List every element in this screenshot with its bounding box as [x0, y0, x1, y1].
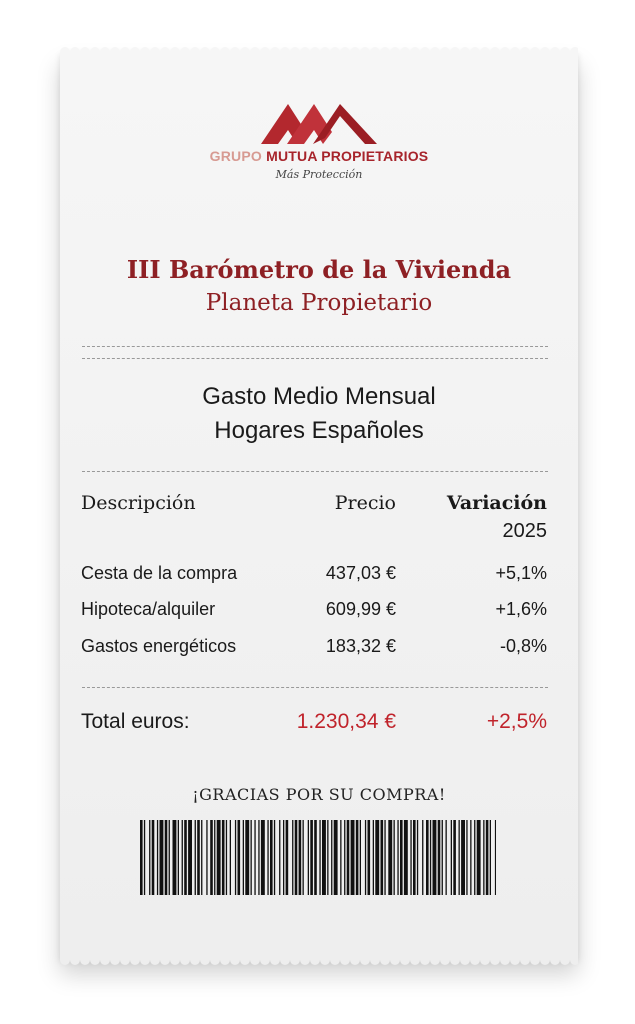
column-header-variation-year: 2025	[502, 520, 547, 542]
barcode-bar	[201, 820, 202, 895]
barcode-bar	[243, 820, 244, 895]
barcode-bar	[381, 820, 384, 895]
barcode-bar	[251, 820, 252, 895]
barcode-bar	[477, 820, 481, 895]
receipt-top-edge	[60, 47, 578, 57]
barcode-bar	[426, 820, 429, 895]
brand-name	[60, 148, 578, 164]
barcode-bar	[368, 820, 371, 895]
barcode-bar	[279, 820, 280, 895]
barcode-bar	[169, 820, 170, 895]
barcode-bar	[206, 820, 207, 895]
barcode-bar	[356, 820, 359, 895]
barcode-bar	[160, 820, 164, 895]
barcode-bar	[351, 820, 355, 895]
barcode-bar	[413, 820, 416, 895]
column-header-price: Precio	[334, 492, 396, 514]
barcode-bar	[474, 820, 475, 895]
barcode-bar	[490, 820, 491, 895]
barcode-bar	[214, 820, 215, 895]
barcode-bar	[292, 820, 293, 895]
barcode-bar	[195, 820, 196, 895]
receipt-bottom-edge	[60, 955, 578, 965]
divider	[82, 346, 548, 347]
row-description: Hipoteca/alquiler	[81, 599, 216, 619]
barcode-bar	[410, 820, 411, 895]
row-variation: +5,1%	[495, 563, 547, 583]
barcode-bar	[165, 820, 168, 895]
barcode-bar	[314, 820, 317, 895]
row-description: Cesta de la compra	[81, 563, 238, 583]
divider	[82, 358, 548, 359]
barcode-bar	[283, 820, 284, 895]
barcode-bar	[258, 820, 259, 895]
barcode-bar	[144, 820, 145, 895]
barcode-bar	[384, 820, 385, 895]
row-description: Gastos energéticos	[81, 636, 237, 656]
barcode-bar	[442, 820, 443, 895]
barcode-bar	[245, 820, 249, 895]
barcode-bar	[375, 820, 379, 895]
barcode-bar	[238, 820, 241, 895]
divider	[82, 471, 548, 472]
barcode-bar	[470, 820, 471, 895]
barcode-bar	[140, 820, 143, 895]
barcode-bar	[397, 820, 398, 895]
barcode-bar	[261, 820, 265, 895]
barcode-bar	[173, 820, 177, 895]
barcode-bar	[235, 820, 236, 895]
barcode-bar	[388, 820, 392, 895]
barcode-bar	[483, 820, 484, 895]
divider	[82, 687, 548, 688]
barcode-bar	[267, 820, 268, 895]
row-variation: +1,6%	[495, 599, 547, 619]
barcode-bar	[299, 820, 302, 895]
barcode-bar	[217, 820, 221, 895]
barcode-bar	[322, 820, 326, 895]
barcode-bar	[404, 820, 408, 895]
barcode-bar	[430, 820, 431, 895]
barcode-bar	[254, 820, 255, 895]
total-price: 1.230,34 €	[296, 710, 396, 733]
barcode-bar	[466, 820, 467, 895]
barcode-bar	[226, 820, 227, 895]
barcode-bar	[188, 820, 192, 895]
barcode-bar	[365, 820, 366, 895]
barcode-bar	[303, 820, 304, 895]
barcode-bar	[446, 820, 447, 895]
barcode-bar	[422, 820, 423, 895]
barcode-bar	[274, 820, 275, 895]
barcode-bar	[210, 820, 213, 895]
barcode-bar	[334, 820, 338, 895]
barcode	[140, 820, 496, 895]
row-variation: -0,8%	[499, 636, 547, 656]
tagline: Más Protección	[275, 168, 363, 181]
barcode-bar	[344, 820, 345, 895]
barcode-bar	[461, 820, 465, 895]
barcode-bar	[295, 820, 298, 895]
column-header-variation: Variación	[446, 492, 547, 514]
barcode-bar	[486, 820, 489, 895]
barcode-bar	[340, 820, 341, 895]
barcode-bar	[157, 820, 158, 895]
receipt	[60, 52, 578, 960]
barcode-bar	[184, 820, 187, 895]
barcode-bar	[308, 820, 309, 895]
barcode-bar	[360, 820, 361, 895]
row-price: 609,99 €	[325, 599, 396, 619]
section-title-line1: Gasto Medio Mensual	[202, 383, 436, 410]
thanks-message: ¡GRACIAS POR SU COMPRA!	[192, 785, 446, 804]
barcode-bar	[451, 820, 452, 895]
report-subtitle: Planeta Propietario	[205, 290, 433, 316]
section-title-line2: Hogares Españoles	[214, 417, 424, 444]
barcode-bar	[149, 820, 150, 895]
company-logo	[60, 100, 578, 181]
barcode-bar	[197, 820, 200, 895]
barcode-bar	[230, 820, 231, 895]
total-variation: +2,5%	[486, 710, 547, 733]
row-price: 437,03 €	[325, 563, 396, 583]
barcode-bar	[270, 820, 273, 895]
barcode-bar	[310, 820, 313, 895]
barcode-bar	[459, 820, 460, 895]
logo-mark-icon	[261, 100, 377, 144]
barcode-bar	[417, 820, 418, 895]
row-price: 183,32 €	[325, 636, 396, 656]
barcode-bar	[347, 820, 350, 895]
barcode-bar	[222, 820, 225, 895]
barcode-bar	[373, 820, 374, 895]
barcode-bar	[319, 820, 320, 895]
barcode-bar	[178, 820, 179, 895]
report-title: III Barómetro de la Vivienda	[126, 255, 512, 284]
barcode-bar	[495, 820, 496, 895]
barcode-bar	[286, 820, 289, 895]
barcode-bar	[327, 820, 328, 895]
barcode-bar	[453, 820, 456, 895]
barcode-bar	[433, 820, 437, 895]
total-label: Total euros:	[81, 710, 190, 733]
barcode-bar	[182, 820, 183, 895]
barcode-bar	[400, 820, 403, 895]
brand-mutua: MUTUA PROPIETARIOS	[266, 148, 429, 164]
barcode-bar	[331, 820, 332, 895]
brand-grupo: GRUPO	[209, 148, 262, 164]
barcode-bar	[394, 820, 395, 895]
barcode-bar	[438, 820, 441, 895]
column-header-description: Descripción	[81, 492, 196, 514]
barcode-bar	[152, 820, 155, 895]
